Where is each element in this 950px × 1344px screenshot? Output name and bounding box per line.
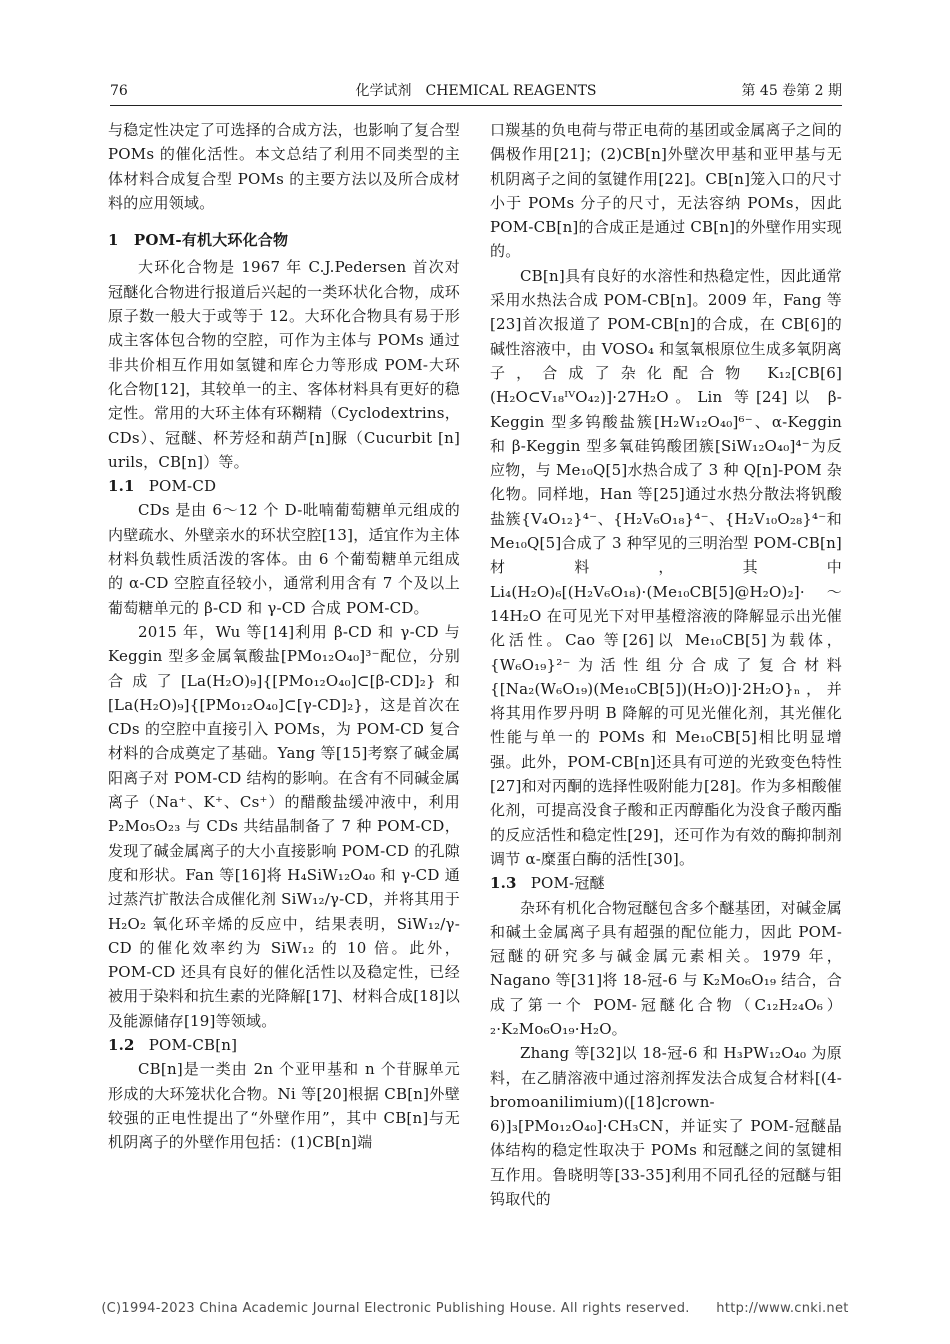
paragraph: Zhang 等[32]以 18-冠-6 和 H₃PW₁₂O₄₀ 为原料，在乙腈溶液中通过溶剂挥发法合成复合材料[(4-bromoanilimium)([18]crown-6)]₃[PMo₁₂O₄₀]·CH₃CN，并证实了 POM-冠醚晶体结构的稳定性取决于 POMs 和冠醚之间的氢键相互作用。鲁晓明等[33-35]利用不同孔径的冠醚与钼钨取代的 [490,1044,842,1209]
subsection-heading [490,871,842,895]
left-column [108,118,460,1154]
running-header [110,80,842,102]
paragraph: CDs 是由 6～12 个 D-吡喃葡萄糖单元组成的内壁疏水、外壁亲水的环状空腔[13]，适宜作为主体材料负载性质活泼的客体。由 6 个葡萄糖单元组成的 α-CD 空腔直径较小，通常利用含有 7 个及以上葡萄糖单元的 β-CD 和 γ-CD 合成 POM-CD。 [108,501,460,617]
paragraph: 杂环有机化合物冠醚包含多个醚基团，对碱金属和碱土金属离子具有超强的配位能力，因此 POM-冠醚的研究多与碱金属元素相关。1979 年，Nagano 等[31]将 18-冠-6 与 K₂Mo₆O₁₉ 结合，合成了第一个 POM-冠醚化合物（C₁₂H₂₄O₆）₂·K₂Mo₆O₁₉·H₂O。 [490,898,842,1038]
subsection-title: POM-CB[n] [148,1035,238,1054]
subsection-number: 1.3 [490,874,517,893]
section-heading: 1 POM-有机大环化合物 [108,231,289,250]
right-column [490,118,842,1211]
paragraph: 大环化合物是 1967 年 C.J.Pedersen 首次对冠醚化合物进行报道后兴起的一类环状化合物，成环原子数一般大于或等于 12。大环化合物具有易于形成主客体包合物的空腔，可作为主体与 POMs 通过非共价相互作用如氢键和库仑力等形成 POM-大环化合物[12]，其较单一的主、客体材料具有更好的稳定性。常用的大环主体有环糊精（Cyclodextrins，CDs）、冠醚、杯芳烃和葫芦[n]脲（Cucurbit [n] urils，CB[n]）等。 [108,258,460,471]
paragraph: CB[n]具有良好的水溶性和热稳定性，因此通常采用水热法合成 POM-CB[n]。2009 年，Fang 等[23]首次报道了 POM-CB[n]的合成，在 CB[6]的碱性溶液中，由 VOSO₄ 和氢氧根原位生成多氧阴离子，合成了杂化配合物 K₁₂[CB[6](H₂O⊂V₁₈ᴵⱽO₄₂)]·27H₂O。Lin 等[24]以 β-Keggin 型多钨酸盐簇[H₂W₁₂O₄₀]⁶⁻、α-Keggin 和 β-Keggin 型多氧硅钨酸团簇[SiW₁₂O₄₀]⁴⁻为反应物，与 Me₁₀Q[5]水热合成了 3 种 Q[n]-POM 杂化物。同样地，Han 等[25]通过水热分散法将钒酸盐簇{V₄O₁₂}⁴⁻、{H₂V₆O₁₈}⁴⁻、{H₂V₁₀O₂₈}⁴⁻和 Me₁₀Q[5]合成了 3 种罕见的三明治型 POM-CB[n]材料，其中 Li₄(H₂O)₆[(H₂V₆O₁₈)·(Me₁₀CB[5]@H₂O)₂]·～14H₂O 在可见光下对甲基橙溶液的降解显示出光催化活性。Cao 等[26]以 Me₁₀CB[5]为载体，{W₆O₁₉}²⁻为活性组分合成了复合材料{[Na₂(W₆O₁₉)(Me₁₀CB[5])(H₂O)]·2H₂O}ₙ，并将其用作罗丹明 B 降解的可见光催化剂，其光催化性能与单一的 POMs 和 Me₁₀CB[5]相比明显增强。此外，POM-CB[n]还具有可逆的光致变色特性[27]和对丙酮的选择性吸附能力[28]。作为多相酸催化剂，可提高没食子酸和正丙醇酯化为没食子酸丙酯的反应活性和稳定性[29]，还可作为有效的酶抑制剂调节 α-糜蛋白酶的活性[30]。 [490,266,842,868]
paragraph: CB[n]是一类由 2n 个亚甲基和 n 个苷脲单元形成的大环笼状化合物。Ni 等[20]根据 CB[n]外壁较强的正电性提出了“外壁作用”，其中 CB[n]与无机阴离子的外壁作用包括：(1)CB[n]端 [108,1060,460,1152]
subsection-heading [108,1033,460,1057]
paragraph: 口羰基的负电荷与带正电荷的基团或金属离子之间的偶极作用[21]；(2)CB[n]外壁次甲基和亚甲基与无机阴离子之间的氢键作用[22]。CB[n]笼入口的尺寸小于 POMs 分子的尺寸，无法容纳 POMs，因此 POM-CB[n]的合成正是通过 CB[n]的外壁作用实现的。 [490,121,842,261]
subsection-number: 1.2 [108,1035,135,1054]
page-number: 76 [110,83,128,99]
journal-title: 化学试剂 CHEMICAL REAGENTS [355,83,597,99]
header-rule [110,105,842,106]
copyright-footer: (C)1994-2023 China Academic Journal Electronic Publishing House. All rights reserved. http://www.cnki.net [101,1301,849,1316]
subsection-title: POM-CD [148,477,217,496]
paragraph: 2015 年，Wu 等[14]利用 β-CD 和 γ-CD 与 Keggin 型多金属氧酸盐[PMo₁₂O₄₀]³⁻配位，分别合成了[La(H₂O)₉]{[PMo₁₂O₄₀]⊂[β-CD]₂}和[La(H₂O)₉]{[PMo₁₂O₄₀]⊂[γ-CD]₂}，这是首次在 CDs 的空腔中直接引入 POMs，为 POM-CD 复合材料的合成奠定了基础。Yang 等[15]考察了碱金属阳离子对 POM-CD 结构的影响。在含有不同碱金属离子（Na⁺、K⁺、Cs⁺）的醋酸盐缓冲液中，利用 P₂Mo₅O₂₃ 与 CDs 共结晶制备了 7 种 POM-CD，发现了碱金属离子的大小直接影响 POM-CD 的孔隙度和形状。Fan 等[16]将 H₄SiW₁₂O₄₀ 和 γ-CD 通过蒸汽扩散法合成催化剂 SiW₁₂/γ-CD，并将其用于 H₂O₂ 氧化环辛烯的反应中，结果表明，SiW₁₂/γ-CD 的催化效率约为 SiW₁₂ 的 10 倍。此外，POM-CD 还具有良好的催化活性以及稳定性，已经被用于染料和抗生素的光降解[17]、材料合成[18]以及能源储存[19]等领域。 [108,622,460,1030]
subsection-number: 1.1 [108,477,135,496]
subsection-title: POM-冠醚 [530,874,605,893]
paragraph: 与稳定性决定了可选择的合成方法，也影响了复合型 POMs 的催化活性。本文总结了利用不同类型的主体材料合成复合型 POMs 的主要方法以及所合成材料的应用领域。 [108,121,460,212]
volume-issue: 第 45 卷第 2 期 [741,83,842,99]
subsection-heading [108,474,460,498]
